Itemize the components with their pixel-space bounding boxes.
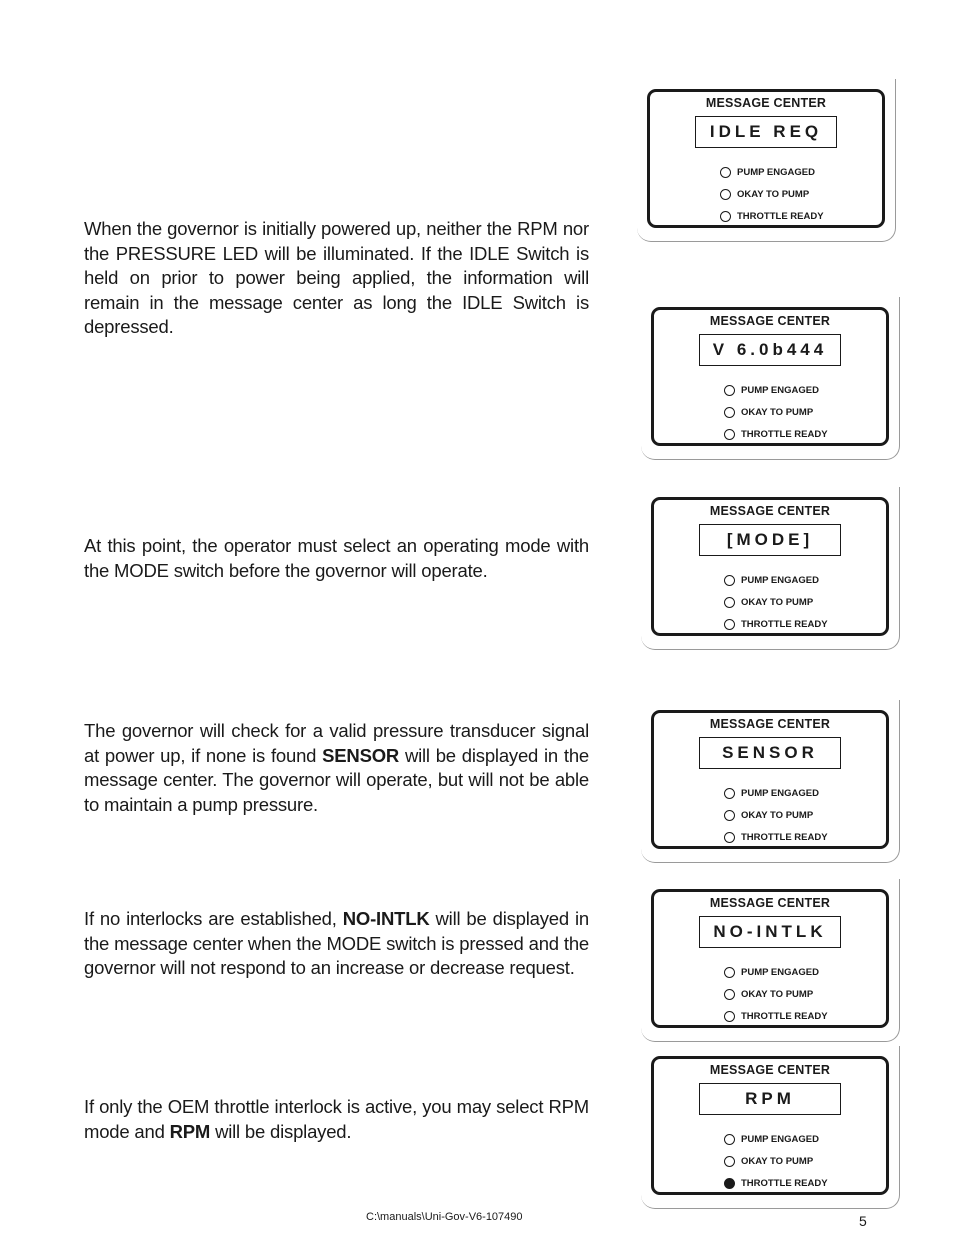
paragraph-no-interlock-keyword: NO-INTLK [342, 908, 430, 929]
okay-to-pump-led-label: OKAY TO PUMP [741, 1155, 814, 1167]
throttle-ready-led-label: THROTTLE READY [737, 210, 824, 222]
paragraph-power-up: When the governor is initially powered up, neither the RPM nor the PRESSURE LED will be illuminated. If the IDLE Switch is held on prior to power being applied, the information will remain in the message center as long the IDLE Switch is depressed. [84, 218, 589, 337]
pump-engaged-led-row [724, 965, 819, 979]
pump-engaged-led-label: PUMP ENGAGED [741, 966, 819, 978]
throttle-ready-led-icon [724, 1178, 735, 1189]
throttle-ready-led-row [724, 427, 828, 441]
message-center-display: RPM [699, 1083, 841, 1115]
message-center-frame [641, 1046, 900, 1209]
message-center-frame [637, 79, 896, 242]
message-center-panel [647, 89, 885, 228]
okay-to-pump-led-row [724, 808, 813, 822]
footer-file-path: C:\manuals\Uni-Gov-V6-107490 [366, 1211, 523, 1223]
throttle-ready-led-label: THROTTLE READY [741, 428, 828, 440]
pump-engaged-led-row [724, 383, 819, 397]
throttle-ready-led-icon [724, 1011, 735, 1022]
okay-to-pump-led-icon [724, 810, 735, 821]
message-center-frame [641, 487, 900, 650]
okay-to-pump-led-icon [724, 989, 735, 1000]
okay-to-pump-led-row [724, 595, 813, 609]
throttle-ready-led-icon [724, 619, 735, 630]
message-center-title: MESSAGE CENTER [705, 96, 827, 110]
message-center-panel [651, 1056, 889, 1195]
message-center-frame [641, 879, 900, 1042]
message-center-panel [651, 307, 889, 446]
message-center-title: MESSAGE CENTER [709, 314, 831, 328]
okay-to-pump-led-label: OKAY TO PUMP [741, 809, 814, 821]
throttle-ready-led-label: THROTTLE READY [741, 831, 828, 843]
message-center-display: SENSOR [699, 737, 841, 769]
paragraph-rpm-text-c: will be displayed. [210, 1120, 352, 1142]
message-center-display: V 6.0b444 [699, 334, 841, 366]
pump-engaged-led-icon [724, 967, 735, 978]
pump-engaged-led-icon [720, 167, 731, 178]
message-center-title: MESSAGE CENTER [709, 1063, 831, 1077]
paragraph-sensor-text-a: The governor will check for a valid pressure transducer signal at power up, if none is found [84, 720, 589, 766]
throttle-ready-led-row [724, 1009, 828, 1023]
okay-to-pump-led-label: OKAY TO PUMP [741, 988, 814, 1000]
paragraph-sensor-text-c: will be displayed in the message center. The governor will operate, but will not be able to maintain a pump pressure. [84, 744, 590, 815]
pump-engaged-led-row [724, 1132, 819, 1146]
okay-to-pump-led-label: OKAY TO PUMP [741, 596, 814, 608]
pump-engaged-led-row [724, 786, 819, 800]
okay-to-pump-led-icon [724, 597, 735, 608]
throttle-ready-led-row [720, 209, 824, 223]
throttle-ready-led-row [724, 1176, 828, 1190]
okay-to-pump-led-icon [724, 1156, 735, 1167]
message-center-title: MESSAGE CENTER [709, 717, 831, 731]
message-center-panel [651, 710, 889, 849]
paragraph-no-interlock-text-c: will be displayed in the message center when the MODE switch is pressed and the governor will not respond to an increase or decrease request. [84, 908, 589, 978]
pump-engaged-led-label: PUMP ENGAGED [741, 787, 819, 799]
pump-engaged-led-row [724, 573, 819, 587]
pump-engaged-led-row [720, 165, 815, 179]
pump-engaged-led-label: PUMP ENGAGED [737, 166, 815, 178]
message-center-display: NO-INTLK [699, 916, 841, 948]
okay-to-pump-led-label: OKAY TO PUMP [741, 406, 814, 418]
pump-engaged-led-icon [724, 385, 735, 396]
pump-engaged-led-icon [724, 1134, 735, 1145]
pump-engaged-led-icon [724, 575, 735, 586]
message-center-title: MESSAGE CENTER [709, 896, 831, 910]
paragraph-no-interlock-text-a: If no interlocks are established, [84, 908, 343, 929]
paragraph-rpm-keyword: RPM [169, 1120, 211, 1142]
throttle-ready-led-label: THROTTLE READY [741, 1177, 828, 1189]
okay-to-pump-led-row [720, 187, 809, 201]
message-center-display: [MODE] [699, 524, 841, 556]
message-center-display: IDLE REQ [695, 116, 837, 148]
pump-engaged-led-label: PUMP ENGAGED [741, 384, 819, 396]
throttle-ready-led-icon [724, 429, 735, 440]
paragraph-no-interlock [84, 907, 589, 981]
message-center-panel [651, 889, 889, 1028]
okay-to-pump-led-label: OKAY TO PUMP [737, 188, 810, 200]
paragraph-rpm [84, 1095, 589, 1144]
throttle-ready-led-label: THROTTLE READY [741, 1010, 828, 1022]
pump-engaged-led-icon [724, 788, 735, 799]
paragraph-rpm-text-a: If only the OEM throttle interlock is active, you may select RPM mode and [84, 1096, 589, 1142]
okay-to-pump-led-row [724, 1154, 813, 1168]
message-center-title: MESSAGE CENTER [709, 504, 831, 518]
throttle-ready-led-row [724, 617, 828, 631]
pump-engaged-led-label: PUMP ENGAGED [741, 1133, 819, 1145]
throttle-ready-led-label: THROTTLE READY [741, 618, 828, 630]
message-center-panel [651, 497, 889, 636]
throttle-ready-led-row [724, 830, 828, 844]
throttle-ready-led-icon [720, 211, 731, 222]
paragraph-sensor-keyword: SENSOR [322, 744, 400, 766]
okay-to-pump-led-icon [724, 407, 735, 418]
message-center-frame [641, 700, 900, 863]
pump-engaged-led-label: PUMP ENGAGED [741, 574, 819, 586]
paragraph-select-mode: At this point, the operator must select an operating mode with the MODE switch before the governor will operate. [84, 535, 589, 581]
okay-to-pump-led-icon [720, 189, 731, 200]
okay-to-pump-led-row [724, 987, 813, 1001]
page-number: 5 [859, 1213, 867, 1229]
okay-to-pump-led-row [724, 405, 813, 419]
message-center-frame [641, 297, 900, 460]
throttle-ready-led-icon [724, 832, 735, 843]
paragraph-sensor [84, 719, 589, 817]
